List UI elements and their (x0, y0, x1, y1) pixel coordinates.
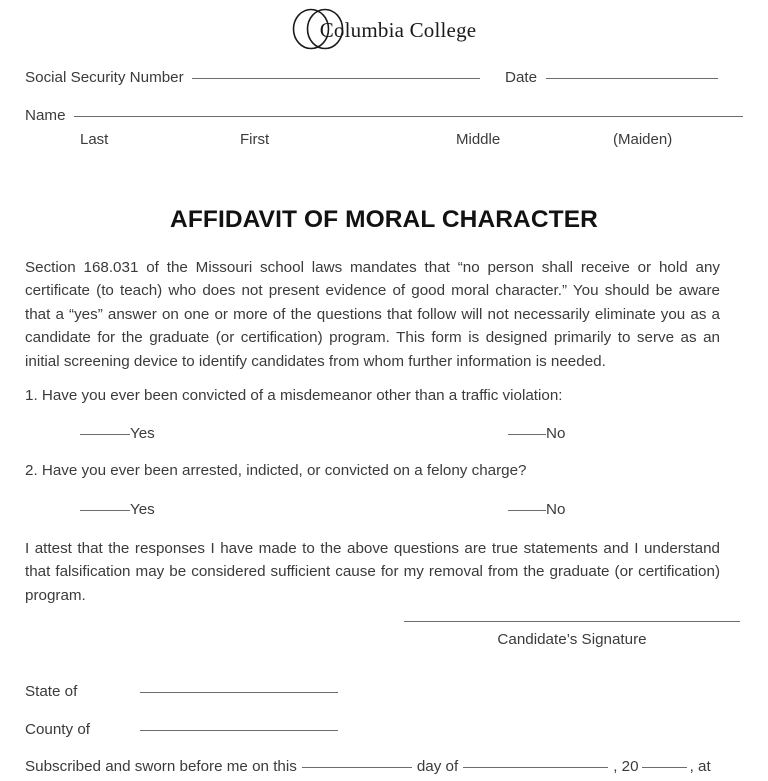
page-title: AFFIDAVIT OF MORAL CHARACTER (170, 206, 598, 233)
state-label: State of (25, 683, 78, 700)
question-1-yes-blank[interactable] (80, 433, 130, 435)
date-label: Date (505, 69, 538, 86)
question-2-yes-label: Yes (130, 501, 155, 518)
question-1-no-blank[interactable] (508, 433, 546, 435)
ssn-field-row (25, 68, 480, 87)
question-1-yes-label: Yes (130, 425, 155, 442)
day-input-line[interactable] (302, 766, 412, 768)
subscribed-and-sworn-row (25, 757, 711, 776)
county-label: County of (25, 721, 91, 738)
double-circle-logo-icon (292, 8, 346, 50)
county-field-row (25, 720, 338, 739)
signature-caption: Candidate’s Signature (497, 631, 647, 648)
state-input-line[interactable] (140, 691, 338, 693)
date-field-row (505, 68, 718, 87)
name-sublabel-maiden: (Maiden) (613, 131, 673, 148)
question-2-no-option[interactable] (508, 501, 565, 518)
question-1-yes-option[interactable] (80, 425, 155, 442)
question-2-yes-option[interactable] (80, 501, 155, 518)
question-1-no-option[interactable] (508, 425, 565, 442)
question-2-text: 2. Have you ever been arrested, indicted, or convicted on a felony charge? (25, 462, 527, 479)
college-logo (0, 6, 768, 52)
question-2-no-label: No (546, 501, 566, 518)
question-2-no-blank[interactable] (508, 509, 546, 511)
name-sublabel-middle: Middle (456, 131, 501, 148)
question-2-yes-blank[interactable] (80, 509, 130, 511)
name-sublabels (0, 131, 768, 151)
intro-paragraph: Section 168.031 of the Missouri school laws mandates that “no person shall receive or hold any certificate (to teach) who does not present evidence of good moral character.” You should be aware that a “yes” answer on one or more of the questions that follow will not necessarily eliminate you as a candidate for the graduate (or certification) program. This form is designed primarily to serve as an initial screening device to identify candidates from whom further information is needed. (25, 259, 720, 370)
question-1-text: 1. Have you ever been convicted of a misdemeanor other than a traffic violation: (25, 387, 563, 404)
name-label: Name (25, 107, 66, 124)
county-input-line[interactable] (140, 729, 338, 731)
subscribed-prefix-label: Subscribed and sworn before me on this (25, 758, 297, 775)
name-input-line[interactable] (74, 115, 743, 117)
name-sublabel-first: First (240, 131, 270, 148)
month-input-line[interactable] (463, 766, 608, 768)
ssn-label: Social Security Number (25, 69, 184, 86)
ssn-input-line[interactable] (192, 77, 480, 79)
college-name: Columbia College (319, 18, 477, 42)
at-label: , at (689, 758, 711, 775)
question-1-answers (0, 425, 768, 447)
question-2-answers (0, 501, 768, 523)
signature-block (404, 620, 744, 648)
date-input-line[interactable] (546, 77, 718, 79)
state-field-row (25, 682, 338, 701)
signature-input-line[interactable] (404, 620, 740, 622)
name-sublabel-last: Last (80, 131, 109, 148)
year-input-line[interactable] (642, 766, 687, 768)
name-field-row (25, 106, 743, 125)
question-1-no-label: No (546, 425, 566, 442)
day-of-label: day of (416, 758, 459, 775)
attestation-paragraph: I attest that the responses I have made to the above questions are true statements and I understand that falsification may be considered sufficient cause for my removal from the graduate (or certification) program. (25, 540, 720, 604)
year-prefix-label: , 20 (613, 758, 639, 775)
